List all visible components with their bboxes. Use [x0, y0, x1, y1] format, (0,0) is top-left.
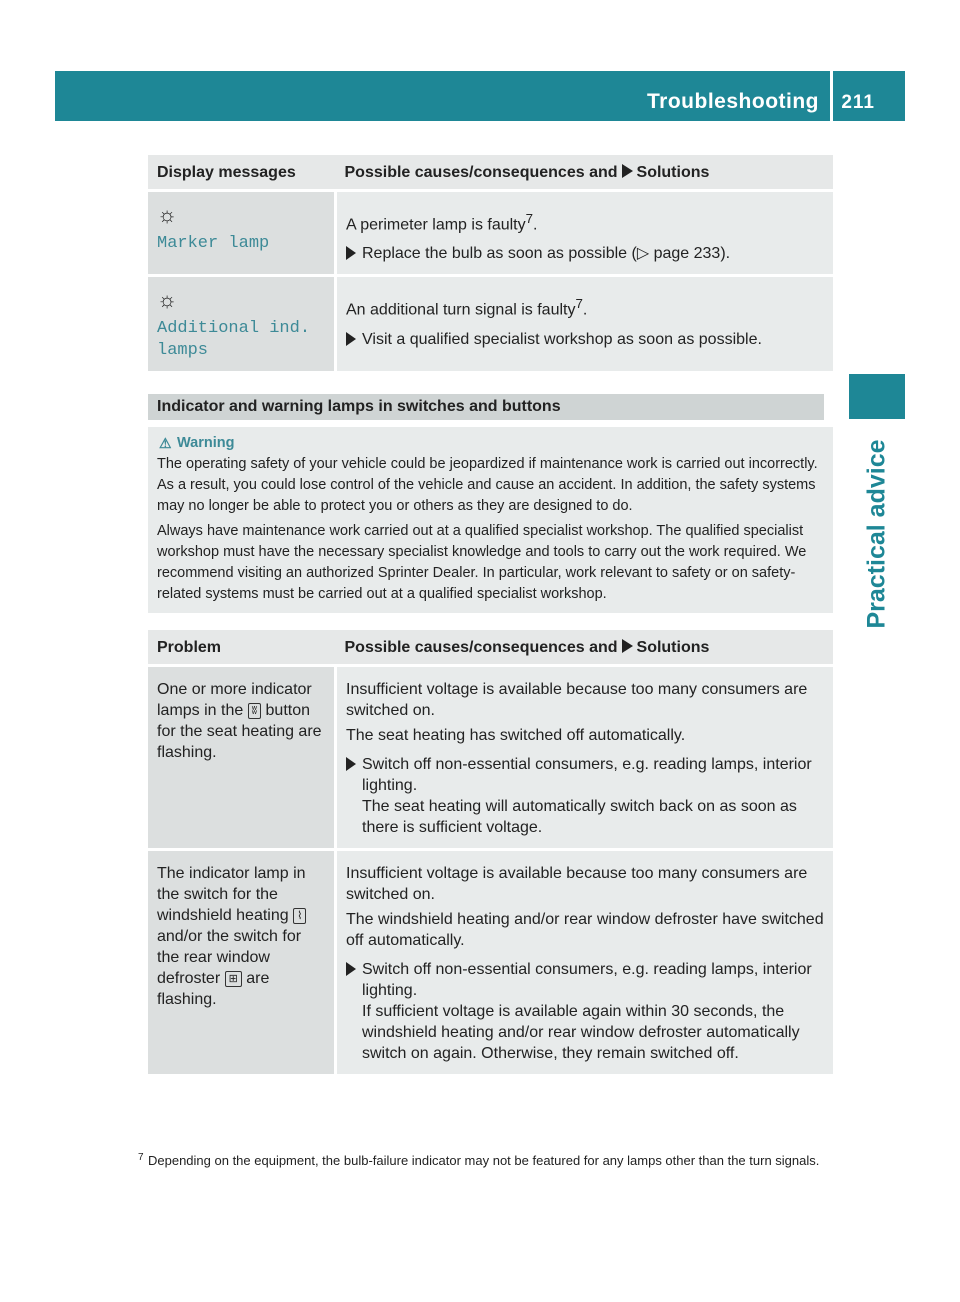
action-arrow-icon [346, 757, 356, 771]
cause-text: A perimeter lamp is faulty$^7$. [346, 211, 538, 234]
col-header-causes: Possible causes/consequences and Solutions [336, 630, 834, 666]
problem-cell: One or more indicator lamps in the ʬ button for the seat heating are flashing. [148, 666, 336, 850]
seat-heating-icon: ʬ [248, 703, 261, 719]
page-header [55, 71, 905, 121]
warning-paragraph: The operating safety of your vehicle could be jeopardized if maintenance work is carried out incorrectly. As a result, you could lose control of the vehicle and cause an accident. In addition, the safety systems may no longer be able to protect you or others as they are designed to do. [157, 456, 818, 514]
table-row [148, 191, 833, 276]
cause-text: The seat heating has switched off automatically. [346, 727, 686, 744]
cause-text: An additional turn signal is faulty$^7$. [346, 296, 588, 319]
cause-cell [336, 850, 834, 1076]
warning-icon: ⚠ [159, 435, 172, 451]
footnote-ref: 7 [525, 211, 534, 226]
action-arrow-icon [346, 246, 356, 260]
footnote-ref: 7 [575, 296, 583, 312]
arrow-icon [622, 639, 633, 653]
warning-box [148, 427, 833, 613]
action-step: Switch off non-essential consumers, e.g. reading lamps, interior lighting. The seat heating will automatically switch back on as soon as there is sufficient voltage. [346, 754, 824, 838]
arrow-icon [622, 164, 633, 178]
side-tab-label: Practical advice [862, 439, 891, 629]
warning-paragraph: Always have maintenance work carried out at a qualified specialist workshop. The qualified specialist workshop must have the necessary specialist knowledge and tools to carry out the work required. We recommend visiting an authorized Sprinter Dealer. In particular, work relevant to safety or on safety-related systems must be carried out at a qualified specialist workshop. [157, 523, 807, 602]
footnote-text: Depending on the equipment, the bulb-failure indicator may not be featured for any lamps other than the turn signals. [148, 1153, 820, 1168]
table-header-row [148, 630, 833, 666]
display-cell [148, 191, 336, 276]
cause-cell [336, 276, 834, 373]
footnote-number: 7 [138, 1152, 144, 1163]
rear-defroster-icon: ⊞ [225, 971, 242, 987]
cause-text: Insufficient voltage is available because too many consumers are switched on. [346, 681, 808, 719]
lamp-icon: ☼ [157, 287, 178, 313]
section-heading: Indicator and warning lamps in switches and buttons [148, 394, 824, 420]
col-header-display-messages: Display messages [148, 155, 336, 191]
cause-cell [336, 666, 834, 850]
page-number: 211 [841, 92, 875, 113]
col-header-causes: Possible causes/consequences and Solutions [336, 155, 834, 191]
cause-cell [336, 191, 834, 276]
table-row [148, 850, 833, 1076]
header-title: Troubleshooting [647, 90, 819, 113]
lamp-icon: ☼ [157, 202, 178, 227]
action-step: Visit a qualified specialist workshop as soon as possible. [346, 329, 824, 350]
windshield-heating-icon: ⌇ [293, 908, 306, 924]
action-step: Switch off non-essential consumers, e.g. reading lamps, interior lighting. If sufficient voltage is available again within 30 seconds, the windshield heating and/or rear window defroster automatically switch on again. Otherwise, they remain switched off. [346, 959, 824, 1064]
header-divider [830, 71, 833, 121]
action-arrow-icon [346, 332, 356, 346]
problem-cell: The indicator lamp in the switch for the windshield heating ⌇ and/or the switch for the rear window defroster ⊞ are flashing. [148, 850, 336, 1076]
side-tab [857, 424, 897, 644]
action-step: Replace the bulb as soon as possible (▷ page 233). [346, 243, 824, 264]
display-message: Additional ind. lamps [157, 319, 311, 361]
display-messages-table [148, 155, 833, 374]
table-row [148, 666, 833, 850]
footnote [138, 1152, 838, 1169]
display-cell [148, 276, 336, 373]
cause-text: Insufficient voltage is available because too many consumers are switched on. [346, 865, 808, 903]
table-header-row [148, 155, 833, 191]
action-arrow-icon [346, 962, 356, 976]
col-header-problem: Problem [148, 630, 336, 666]
cause-text: The windshield heating and/or rear window defroster have switched off automatically. [346, 911, 824, 949]
warning-title: ⚠ Warning [157, 433, 824, 454]
display-message: Marker lamp [157, 234, 270, 253]
problem-table [148, 630, 833, 1077]
side-tab-block [849, 374, 905, 419]
table-row [148, 276, 833, 373]
